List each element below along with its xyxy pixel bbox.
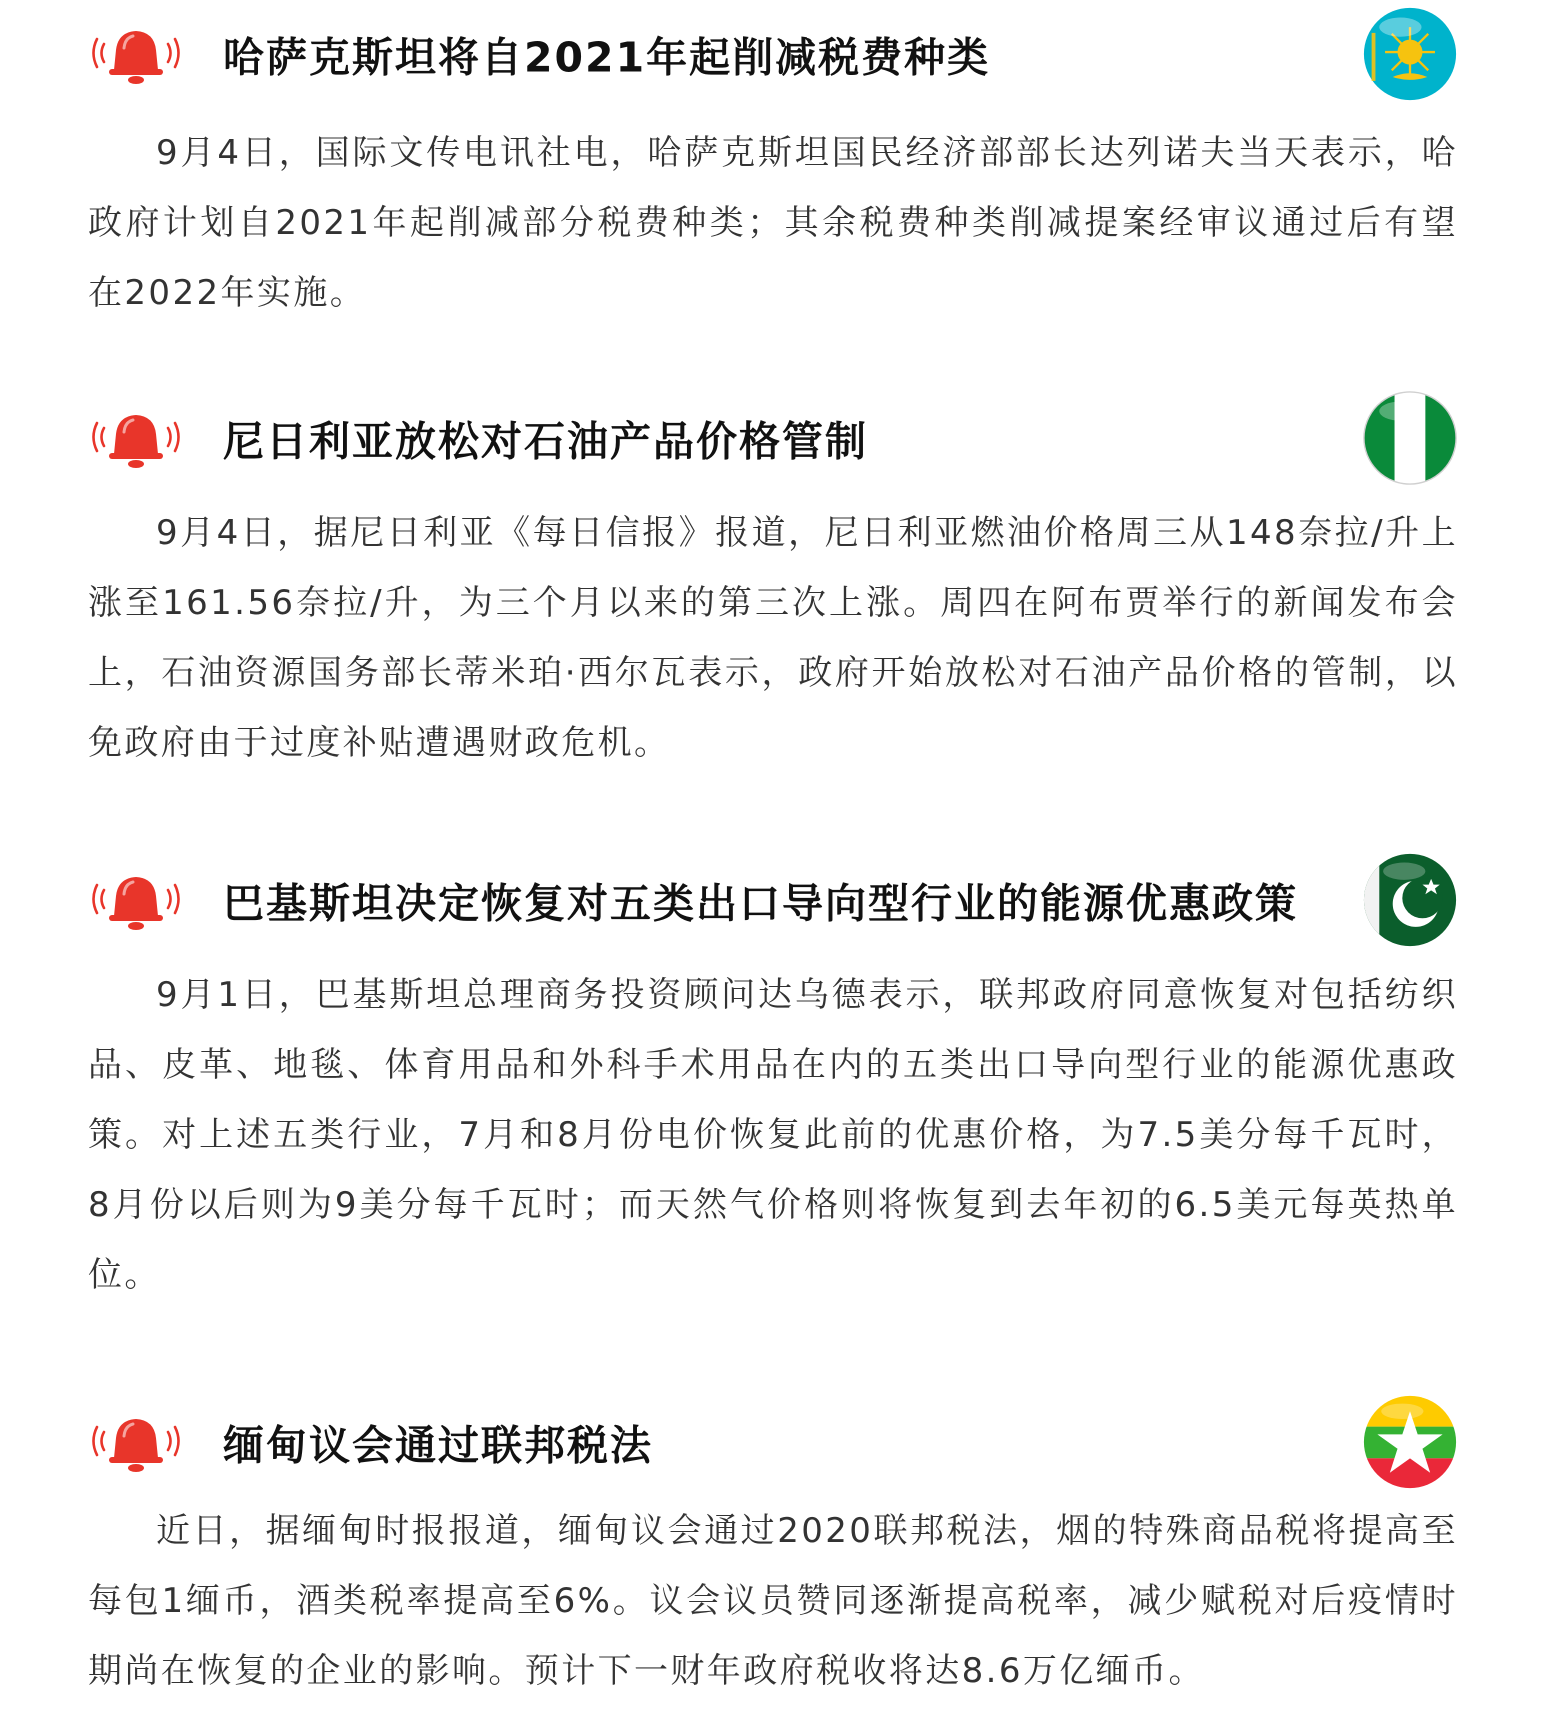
news-article-myanmar [88, 1392, 1458, 1706]
article-title: 缅甸议会通过联邦税法 [223, 1421, 653, 1470]
article-title: 尼日利亚放松对石油产品价格管制 [223, 417, 868, 466]
article-title: 巴基斯坦决定恢复对五类出口导向型行业的能源优惠政策 [223, 879, 1298, 928]
news-article-nigeria [88, 388, 1458, 778]
nigeria-flag-icon [1362, 390, 1458, 486]
article-header [88, 388, 1458, 488]
article-body: 9月4日，据尼日利亚《每日信报》报道，尼日利亚燃油价格周三从148奈拉/升上涨至161.56奈拉/升，为三个月以来的第三次上涨。周四在阿布贾举行的新闻发布会上，石油资源国务部长蒂米珀·西尔瓦表示，政府开始放松对石油产品价格的管制，以免政府由于过度补贴遭遇财政危机。 [88, 513, 1458, 763]
alarm-bell-icon [88, 402, 184, 472]
myanmar-flag-icon [1362, 1394, 1458, 1490]
alarm-bell-icon [88, 18, 184, 88]
article-body: 9月4日，国际文传电讯社电，哈萨克斯坦国民经济部部长达列诺夫当天表示，哈政府计划自2021年起削减部分税费种类；其余税费种类削减提案经审议通过后有望在2022年实施。 [88, 133, 1458, 313]
kazakhstan-flag-icon [1362, 6, 1458, 102]
article-header [88, 850, 1458, 950]
article-body: 9月1日，巴基斯坦总理商务投资顾问达乌德表示，联邦政府同意恢复对包括纺织品、皮革、地毯、体育用品和外科手术用品在内的五类出口导向型行业的能源优惠政策。对上述五类行业，7月和8月份电价恢复此前的优惠价格，为7.5美分每千瓦时，8月份以后则为9美分每千瓦时；而天然气价格则将恢复到去年初的6.5美元每英热单位。 [88, 975, 1458, 1295]
alarm-bell-icon [88, 864, 184, 934]
article-header [88, 4, 1458, 104]
news-article-pakistan [88, 850, 1458, 1310]
article-title: 哈萨克斯坦将自2021年起削减税费种类 [223, 33, 991, 82]
article-body: 近日，据缅甸时报报道，缅甸议会通过2020联邦税法，烟的特殊商品税将提高至每包1缅币，酒类税率提高至6%。议会议员赞同逐渐提高税率，减少赋税对后疫情时期尚在恢复的企业的影响。预计下一财年政府税收将达8.6万亿缅币。 [88, 1511, 1458, 1691]
article-header [88, 1392, 1458, 1492]
pakistan-flag-icon [1362, 852, 1458, 948]
alarm-bell-icon [88, 1406, 184, 1476]
news-article-kazakhstan [88, 4, 1458, 328]
